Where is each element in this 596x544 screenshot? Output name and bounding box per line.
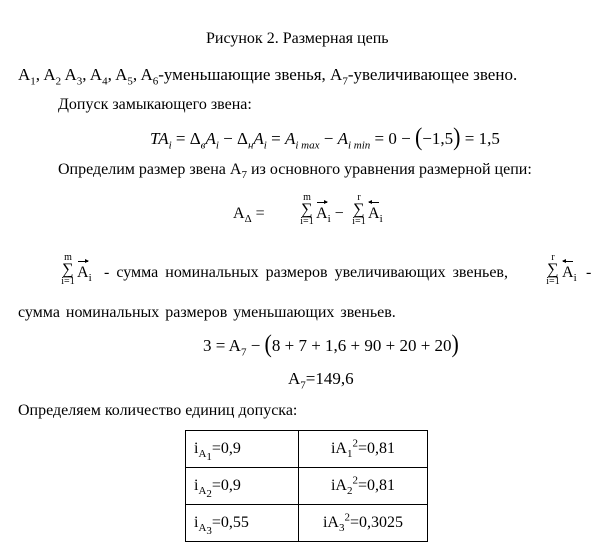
main-eq-sum1: m ∑ i=1 <box>300 192 314 227</box>
main-eq-term2: $A_i$ <box>368 206 383 222</box>
expl-term2: $A_i$ <box>562 265 577 281</box>
expl-sum1: m ∑ i=1 <box>61 252 75 287</box>
links-line: $A_1$, $A_2$ $A_3$, $A_4$, $A_5$, $A_6$-уменьшающие звенья, $A_7$-увеличивающее звено. <box>18 65 518 88</box>
table-cell-left: $i_{A_2}=0,9$ <box>186 468 299 505</box>
link-a7: $A_7$ <box>330 65 348 88</box>
expl-dash: - <box>586 264 592 281</box>
link-a6: $A_6$ <box>140 65 159 88</box>
expl-text1: - сумма номинальных размеров увеличивающих звеньев, <box>104 264 508 281</box>
table-cell-right: $iA_3^2=0,3025$ <box>299 505 428 542</box>
expl-term1: $A_i$ <box>77 265 92 281</box>
link-a1: $A_1$ <box>18 65 36 88</box>
table-row <box>186 505 428 542</box>
increasing-text: -увеличивающее звено. <box>347 65 518 84</box>
expl-sum2: r ∑ i=1 <box>546 252 560 287</box>
main-eq-sum2: r ∑ i=1 <box>352 192 366 227</box>
table-cell-left: $i_{A_3}=0,55$ <box>186 505 299 542</box>
tolerance-units-table <box>185 430 428 542</box>
link-a2: $A_2$ <box>43 65 62 88</box>
main-eq-term1: $A_i$ − <box>316 206 344 222</box>
tolerance-formula: $TA_i = \Delta_вA_i - \Delta_нA_i = A_{i max} - A_{i min} = 0 - (-1,5) = 1,5$ <box>150 122 500 152</box>
calc-equation: $3 = A_7 - (8 + 7 + 1,6 + 90 + 20 + 20)$ <box>203 329 459 359</box>
table-cell-right: $iA_1^2=0,81$ <box>299 431 428 468</box>
tolerance-intro: Допуск замыкающего звена: <box>58 96 252 113</box>
decreasing-text: -уменьшающие звенья, <box>158 65 326 84</box>
result-line: $A_7=149,6$ <box>288 369 354 392</box>
table-row <box>186 468 428 505</box>
link-a3: $A_3$ <box>64 65 83 88</box>
table-cell-right: $iA_2^2=0,81$ <box>299 468 428 505</box>
link-a5: $A_5$ <box>115 65 133 88</box>
table-row <box>186 431 428 468</box>
expl-text2: сумма номинальных размеров уменьшающих звеньев. <box>18 304 396 321</box>
figure-caption: Рисунок 2. Размерная цепь <box>206 30 389 47</box>
determine-line: Определим размер звена $А_7$ из основного уравнения размерной цепи: <box>58 161 532 182</box>
main-eq-lhs: $A_\Delta$ = <box>233 205 265 226</box>
link-a4: $A_4$ <box>89 65 108 88</box>
table-cell-left: $i_{A_1}=0,9$ <box>186 431 299 468</box>
units-intro: Определяем количество единиц допуска: <box>18 402 298 419</box>
